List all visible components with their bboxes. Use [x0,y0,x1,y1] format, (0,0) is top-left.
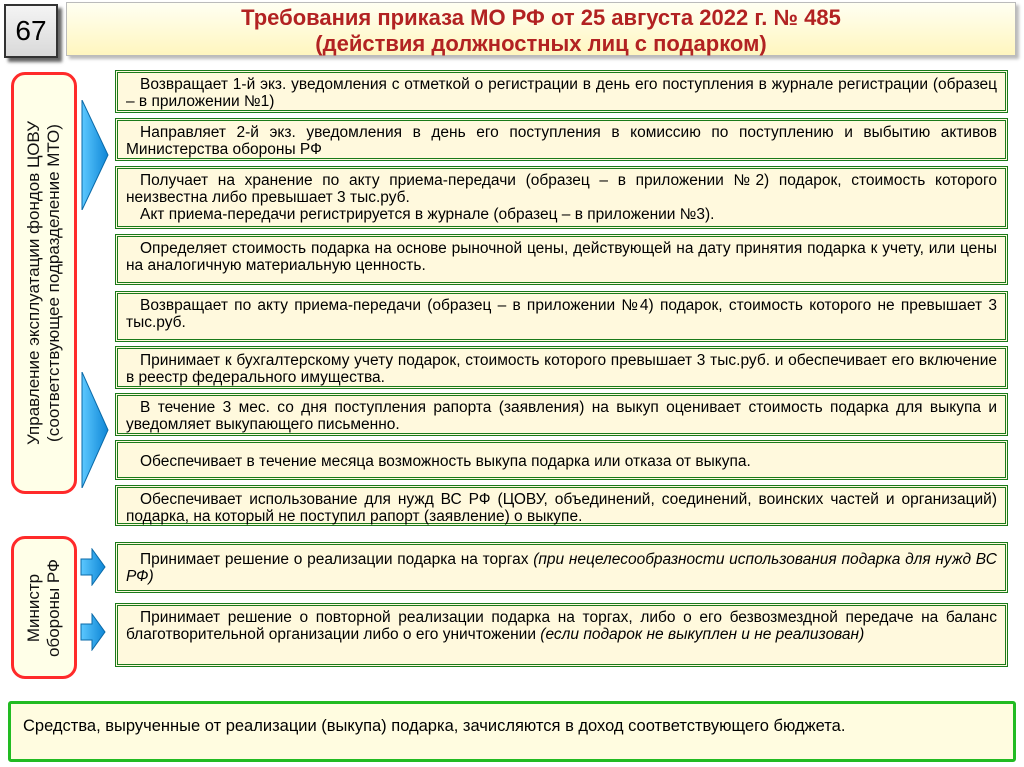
action-text: Определяет стоимость подарка на основе рыночной цены, действующей на дату принятия подарка к учету, или цены на аналогичную материальную ценность. [126,240,997,274]
minister-action-main: Принимает решение о реализации подарка на торгах [140,551,534,568]
minister-arrow-2-icon [80,613,106,651]
action-text: Возвращает по акту приема-передачи (образец – в приложении №4) подарок, стоимость которого не превышает 3 тыс.руб. [126,297,997,331]
action-box-9 [115,485,1008,526]
action-box-8 [115,440,1008,480]
action-box-6 [115,346,1008,389]
action-box-7 [115,393,1008,436]
tsovu-label [11,72,77,494]
action-text: Возвращает 1-й экз. уведомления с отметкой о регистрации в день его поступления в журнале регистрации (образец – в приложении №1) [126,76,997,110]
title-line-1: Требования приказа МО РФ от 25 августа 2022 г. № 485 [241,5,841,30]
tsovu-label-line-2: (соответствующее подразделение МТО) [44,124,63,442]
minister-action-box-2 [115,603,1008,667]
tsovu-arrow-top-icon [80,100,110,210]
footer-note: Средства, вырученные от реализации (выкупа) подарка, зачисляются в доход соответствующего бюджета. [8,701,1016,762]
tsovu-arrow-bottom-icon [80,372,110,488]
action-text: Принимает к бухгалтерскому учету подарок, стоимость которого превышает 3 тыс.руб. и обеспечивает его включение в реестр федерального имущества. [126,352,997,386]
slide-number: 67 [4,4,58,58]
minister-action-note: (если подарок не выкуплен и не реализован) [540,626,865,643]
minister-arrow-1-icon [80,548,106,586]
action-box-4 [115,234,1008,285]
minister-action-text [126,609,997,643]
minister-action-box-1 [115,542,1008,593]
title-line-2: (действия должностных лиц с подарком) [315,31,767,56]
action-box-2 [115,118,1008,161]
action-text-2: Акт приема-передачи регистрируется в журнале (образец – в приложении №3). [140,206,715,223]
minister-label-line-2: обороны РФ [44,558,63,657]
page-title [66,2,1016,56]
action-text: Обеспечивает использование для нужд ВС РФ (ЦОВУ, объединений, соединений, воинских частей и организаций) подарка, на который не поступил рапорт (заявление) о выкупе. [126,491,997,525]
action-box-3 [115,166,1008,229]
action-box-5 [115,291,1008,342]
action-text: В течение 3 мес. со дня поступления рапорта (заявления) на выкуп оценивает стоимость подарка для выкупа и уведомляет выкупающего письменно. [126,399,997,433]
minister-label-line-1: Министр [24,573,43,642]
tsovu-label-line-1: Управление эксплуатации фондов ЦОВУ [24,120,43,446]
minister-label [11,536,77,679]
action-text: Направляет 2-й экз. уведомления в день его поступления в комиссию по поступлению и выбытию активов Министерства обороны РФ [126,124,997,158]
minister-action-main: Принимает решение о повторной реализации подарка на торгах, либо о его безвозмездной передаче на баланс благотворительной организации либо о его уничтожении [126,609,997,643]
minister-action-text [126,551,997,585]
action-text: Получает на хранение по акту приема-передачи (образец – в приложении №2) подарок, стоимость которого неизвестна либо превышает 3 тыс.руб. [126,172,997,206]
minister-action-note: (при нецелесообразности использования подарка для нужд ВС РФ) [126,551,998,585]
action-text: Обеспечивает в течение месяца возможность выкупа подарка или отказа от выкупа. [140,453,751,470]
action-box-1 [115,70,1008,113]
